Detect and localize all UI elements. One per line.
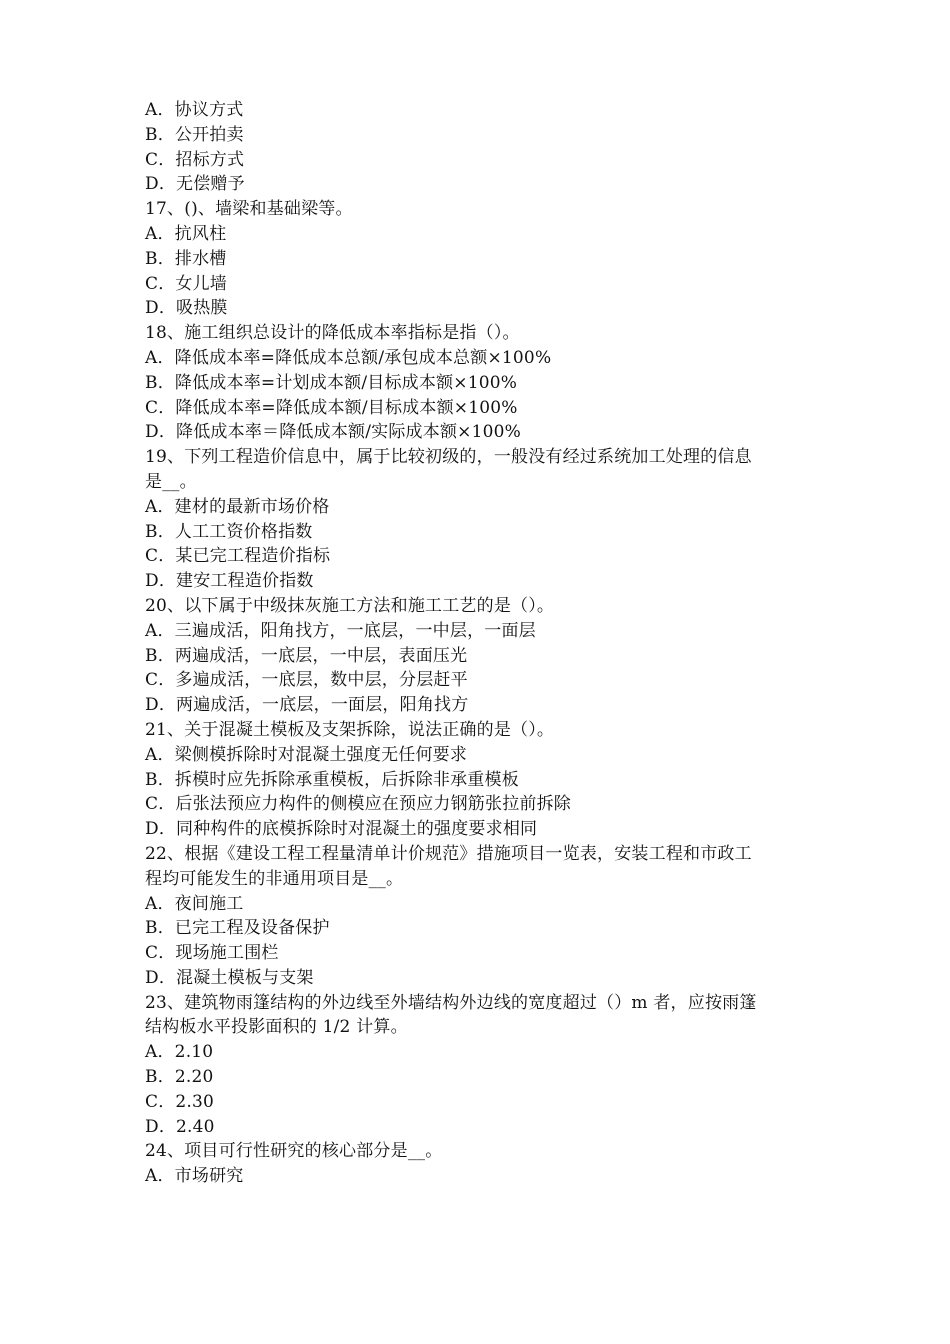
text-line: A．降低成本率=降低成本总额/承包成本总额×100% bbox=[145, 347, 552, 368]
text-line: D．无偿赠予 bbox=[145, 174, 245, 195]
text-line: A．三遍成活，阳角找方，一底层，一中层，一面层 bbox=[145, 620, 536, 641]
text-line: B．降低成本率=计划成本额/目标成本额×100% bbox=[145, 372, 518, 393]
text-line: D．同种构件的底模拆除时对混凝土的强度要求相同 bbox=[145, 819, 538, 840]
text-line: A．协议方式 bbox=[145, 100, 244, 120]
document-text-block bbox=[145, 98, 825, 1189]
text-line: 24、项目可行性研究的核心部分是__。 bbox=[145, 1141, 443, 1162]
text-line: A．抗风柱 bbox=[145, 223, 227, 244]
text-line: B．拆模时应先拆除承重模板，后拆除非承重模板 bbox=[145, 769, 519, 790]
text-line: B．人工工资价格指数 bbox=[145, 521, 313, 542]
text-line: B．2.20 bbox=[145, 1067, 214, 1088]
text-line: D．降低成本率＝降低成本额/实际成本额×100% bbox=[145, 422, 522, 443]
text-line: D．吸热膜 bbox=[145, 298, 228, 319]
text-line: C．某已完工程造价指标 bbox=[145, 546, 331, 567]
text-line: B．已完工程及设备保护 bbox=[145, 918, 330, 939]
text-line: B．排水槽 bbox=[145, 248, 227, 269]
text-line: 21、关于混凝土模板及支架拆除，说法正确的是（）。 bbox=[145, 719, 555, 740]
text-line: A．市场研究 bbox=[145, 1166, 244, 1187]
text-line: C．降低成本率=降低成本额/目标成本额×100% bbox=[145, 397, 518, 418]
text-line: C．现场施工围栏 bbox=[145, 943, 279, 964]
text-line: C．后张法预应力构件的侧模应在预应力钢筋张拉前拆除 bbox=[145, 794, 572, 815]
text-line: C．多遍成活，一底层，数中层，分层赶平 bbox=[145, 670, 468, 691]
text-line: C．招标方式 bbox=[145, 149, 245, 170]
text-line: A．2.10 bbox=[145, 1042, 214, 1063]
text-line: 19、下列工程造价信息中，属于比较初级的，一般没有经过系统加工处理的信息 bbox=[145, 447, 752, 468]
text-line: C．女儿墙 bbox=[145, 273, 228, 294]
text-line: A．梁侧模拆除时对混凝土强度无任何要求 bbox=[145, 744, 468, 765]
text-line: A．建材的最新市场价格 bbox=[145, 496, 330, 517]
text-line: 22、根据《建设工程工程量清单计价规范》措施项目一览表，安装工程和市政工 bbox=[145, 843, 752, 864]
text-line: 20、以下属于中级抹灰施工方法和施工工艺的是（）。 bbox=[145, 595, 555, 616]
text-line: B．两遍成活，一底层，一中层，表面压光 bbox=[145, 645, 468, 666]
text-line: 结构板水平投影面积的 1/2 计算。 bbox=[145, 1017, 408, 1038]
text-line: 程均可能发生的非通用项目是__。 bbox=[145, 868, 404, 889]
text-line: D．混凝土模板与支架 bbox=[145, 967, 314, 988]
text-line: 17、()、墙梁和基础梁等。 bbox=[145, 199, 353, 220]
text-line: D．2.40 bbox=[145, 1116, 215, 1137]
text-line: 18、施工组织总设计的降低成本率指标是指（）。 bbox=[145, 323, 520, 344]
text-line: 23、建筑物雨篷结构的外边线至外墙结构外边线的宽度超过（）m 者，应按雨篷 bbox=[145, 992, 757, 1013]
text-line: 是__。 bbox=[145, 471, 197, 492]
text-line: C．2.30 bbox=[145, 1091, 215, 1112]
text-line: B．公开拍卖 bbox=[145, 124, 244, 145]
text-line: D．建安工程造价指数 bbox=[145, 571, 314, 592]
text-line: D．两遍成活，一底层，一面层，阳角找方 bbox=[145, 695, 469, 716]
text-line: A．夜间施工 bbox=[145, 893, 244, 914]
